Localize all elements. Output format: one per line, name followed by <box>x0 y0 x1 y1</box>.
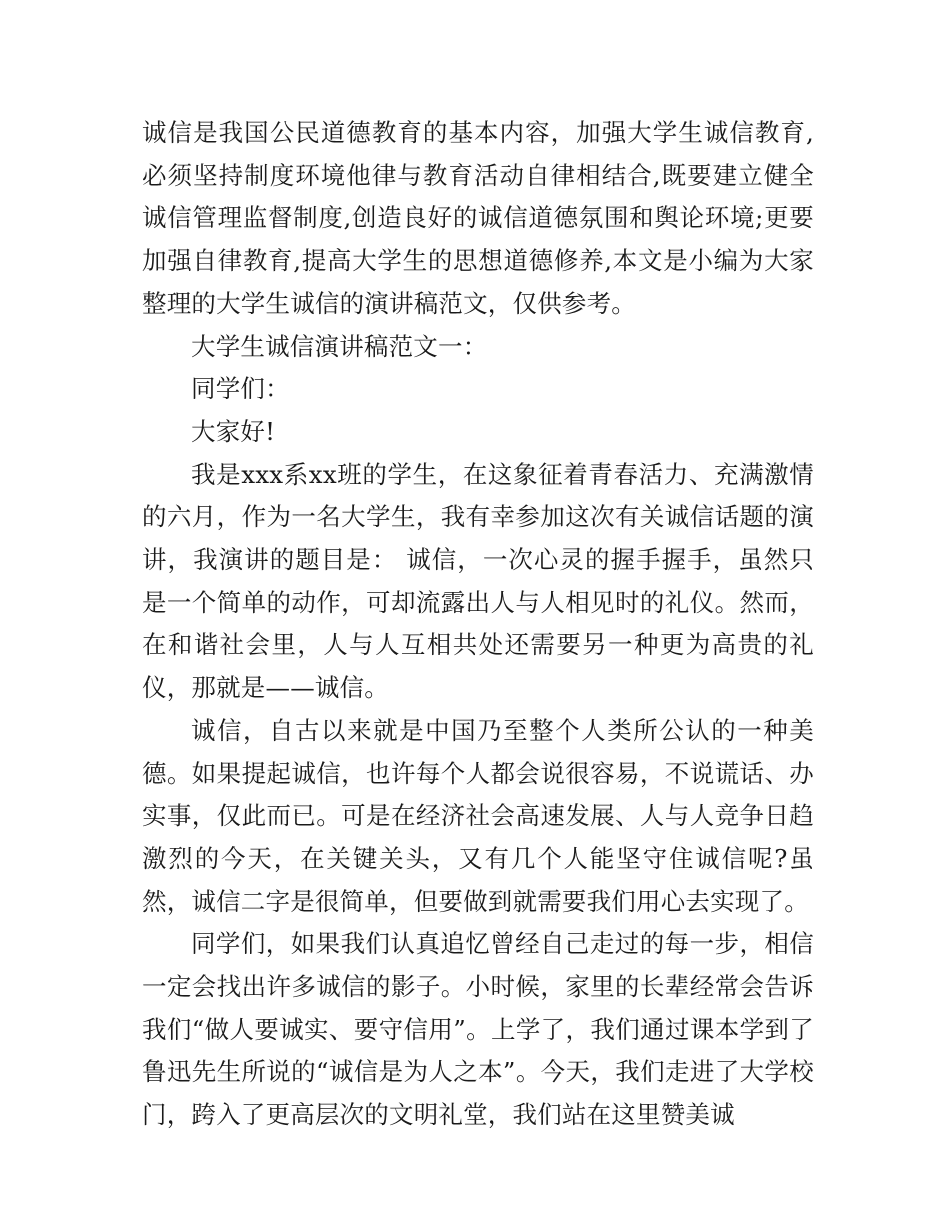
paragraph-speech-title: 大学生诚信演讲稿范文一： <box>191 331 488 361</box>
document-body <box>142 112 814 1137</box>
paragraph-salutation: 同学们： <box>191 374 290 404</box>
paragraph-greeting: 大家好! <box>191 416 276 446</box>
paragraph-intro: 诚信是我国公民道德教育的基本内容，加强大学生诚信教育,必须坚持制度环境他律与教育活动自律相结合,既要建立健全诚信管理监督制度,创造良好的诚信道德氛围和舆论环境;更要加强自律教育,提高大学生的思想道德修养,本文是小编为大家整理的大学生诚信的演讲稿范文，仅供参考。 <box>142 118 814 318</box>
paragraph-integrity-virtue: 诚信，自古以来就是中国乃至整个人类所公认的一种美德。如果提起诚信，也许每个人都会说很容易，不说谎话、办实事，仅此而已。可是在经济社会高速发展、人与人竞争日趋激烈的今天，在关键关头，又有几个人能坚守住诚信呢?虽然，诚信二字是很简单，但要做到就需要我们用心去实现了。 <box>142 715 814 916</box>
paragraph-recollection: 同学们，如果我们认真追忆曾经自己走过的每一步，相信一定会找出许多诚信的影子。小时候，家里的长辈经常会告诉我们“做人要诚实、要守信用”。上学了，我们通过课本学到了鲁迅先生所说的“诚信是为人之本”。今天，我们走进了大学校门，跨入了更高层次的文明礼堂，我们站在这里赞美诚 <box>142 929 814 1130</box>
paragraph-self-introduction: 我是xxx系xx班的学生，在这象征着青春活力、充满激情的六月，作为一名大学生，我有幸参加这次有关诚信话题的演讲，我演讲的题目是： 诚信，一次心灵的握手握手，虽然只是一个简单的动作，可却流露出人与人相见时的礼仪。然而，在和谐社会里，人与人互相共处还需要另一种更为高贵的礼仪，那就是——诚信。 <box>142 459 814 703</box>
